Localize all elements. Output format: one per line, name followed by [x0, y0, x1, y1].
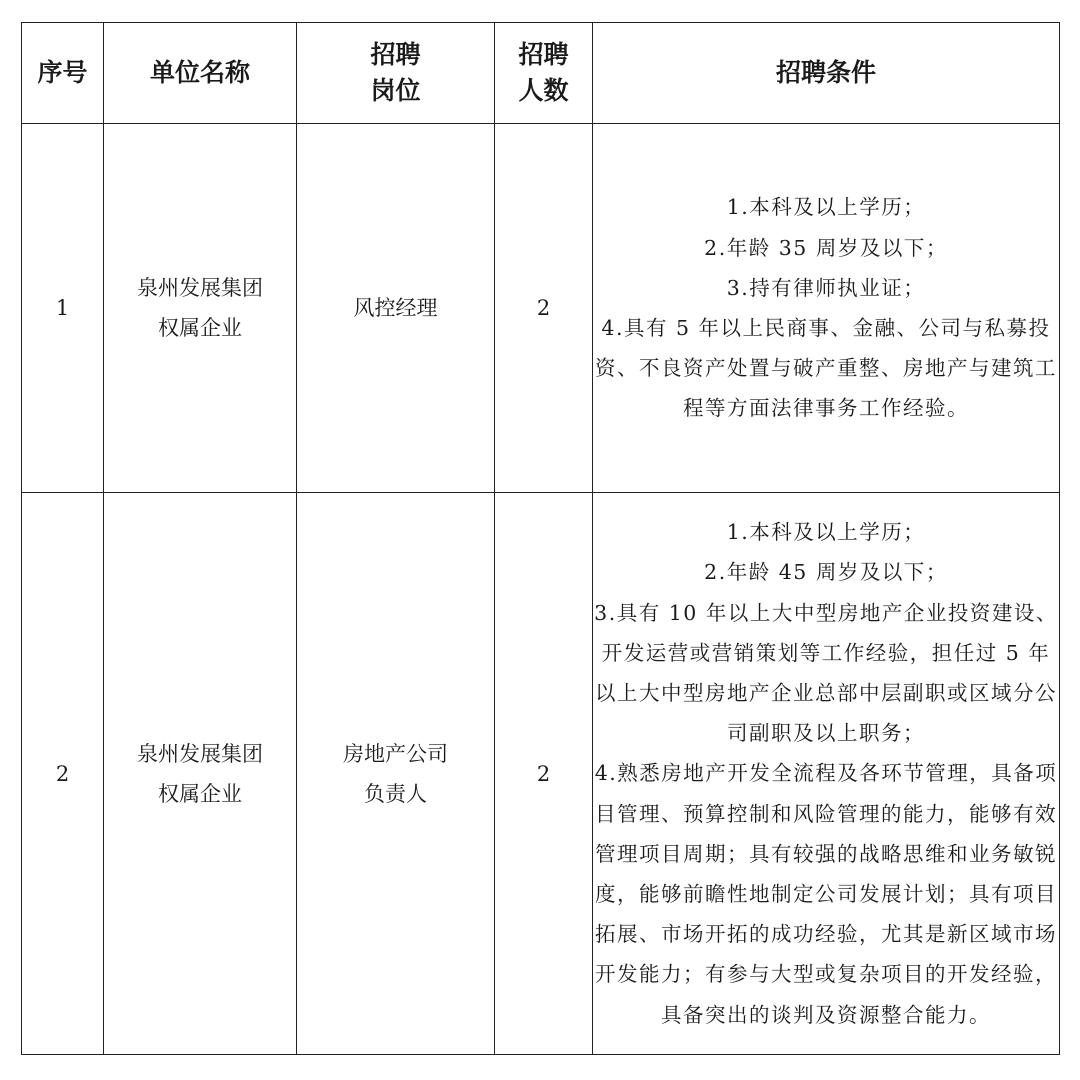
row-conditions	[593, 124, 1060, 493]
row-index: 2	[22, 493, 104, 1055]
row-unit	[104, 124, 297, 493]
header-unit: 单位名称	[104, 23, 297, 124]
table-row	[22, 124, 1060, 493]
row-count: 2	[495, 493, 593, 1055]
header-index: 序号	[22, 23, 104, 124]
row-index: 1	[22, 124, 104, 493]
condition-item: 3.持有律师执业证；	[726, 275, 926, 300]
row-position-line: 房地产公司	[343, 741, 448, 766]
condition-item: 2.年龄 45 周岁及以下；	[704, 560, 948, 585]
condition-item: 1.本科及以上学历；	[726, 520, 926, 545]
row-conditions	[593, 493, 1060, 1055]
row-position-line: 负责人	[364, 781, 427, 806]
row-unit-line: 泉州发展集团	[137, 276, 263, 300]
row-unit-line: 权属企业	[158, 781, 242, 806]
row-position-line: 风控经理	[353, 296, 438, 320]
header-count-line: 人数	[518, 76, 569, 105]
condition-item: 3.具有 10 年以上大中型房地产企业投资建设、开发运营或营销策划等工作经验，担任过 5 年以上大中型房地产企业总部中层副职或区域分公司副职及以上职务；	[594, 600, 1058, 746]
row-unit-line: 权属企业	[158, 316, 242, 340]
row-count: 2	[495, 124, 593, 493]
header-row	[22, 23, 1060, 124]
row-unit-line: 泉州发展集团	[137, 741, 263, 766]
condition-item: 1.本科及以上学历；	[726, 195, 926, 220]
row-unit	[104, 493, 297, 1055]
header-position-line: 岗位	[370, 76, 421, 105]
row-position	[297, 493, 495, 1055]
condition-item: 4.具有 5 年以上民商事、金融、公司与私募投资、不良资产处置与破产重整、房地产与建筑工程等方面法律事务工作经验。	[595, 316, 1057, 421]
recruitment-table	[21, 22, 1060, 1055]
header-conditions: 招聘条件	[593, 23, 1060, 124]
header-count	[495, 23, 593, 124]
header-count-line: 招聘	[518, 40, 569, 69]
header-position-line: 招聘	[370, 40, 421, 69]
condition-item: 4.熟悉房地产开发全流程及各环节管理，具备项目管理、预算控制和风险管理的能力，能够有效管理项目周期；具有较强的战略思维和业务敏锐度，能够前瞻性地制定公司发展计划；具有项目拓展、市场开拓的成功经验，尤其是新区域市场开发能力；有参与大型或复杂项目的开发经验，具备突出的谈判及资源整合能力。	[594, 761, 1058, 1027]
header-position	[297, 23, 495, 124]
row-position	[297, 124, 495, 493]
condition-item: 2.年龄 35 周岁及以下；	[704, 235, 948, 260]
table-row	[22, 493, 1060, 1055]
